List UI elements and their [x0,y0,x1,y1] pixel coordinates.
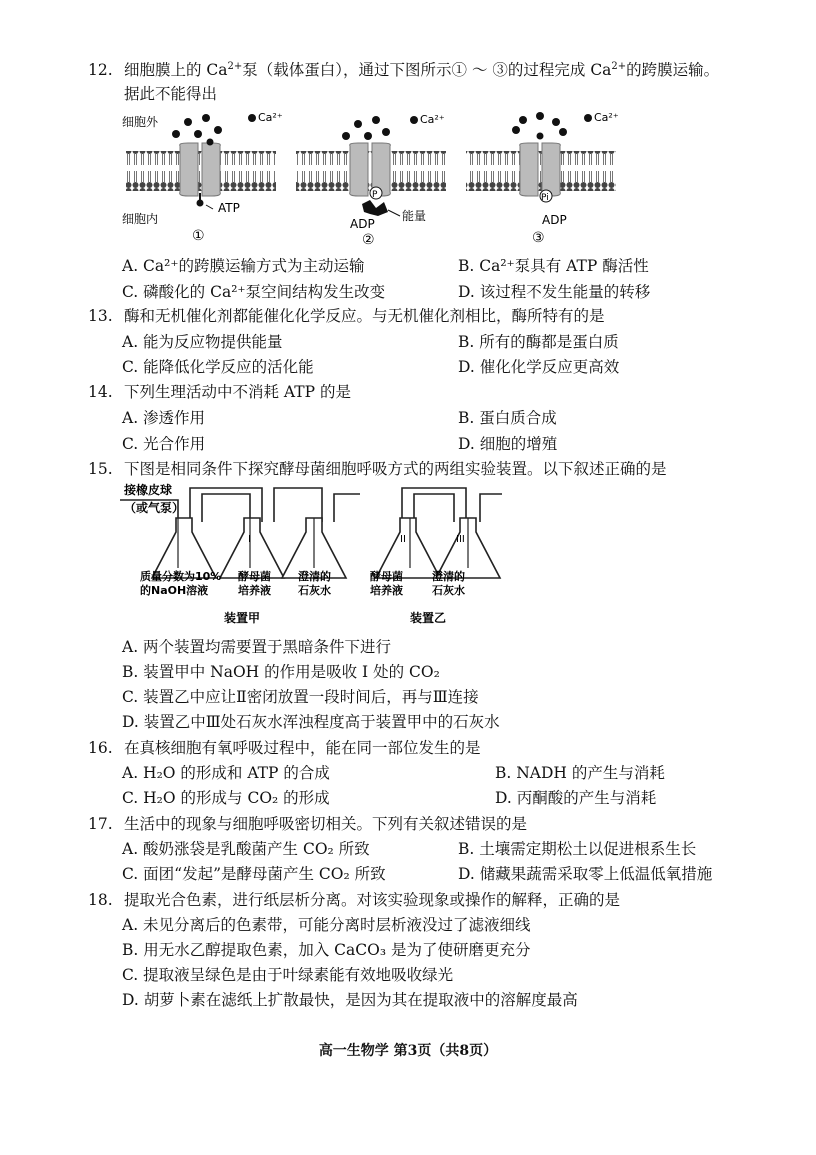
adp-label: ADP [350,217,375,231]
tube-a1 [190,488,262,522]
tube-b1-inner [414,494,454,522]
q14-stem-text: 下列生理活动中不消耗 ATP 的是 [124,383,351,401]
pump-label-2: （或气泵） [124,501,185,515]
q17-stem [88,812,527,834]
ca-ion-legend-dot [584,114,592,122]
q13-option-c: C. 能降低化学反应的活化能 [122,358,314,376]
q13-option-d: D. 催化化学反应更高效 [458,358,620,376]
q17-number: 17. [88,815,113,833]
flask-yeast-a [220,518,284,578]
pump-right-half [202,143,220,196]
q16-stem [88,736,481,758]
calcium-ions-outside [172,114,222,146]
q12-membrane-figure [118,108,638,248]
lipid-bilayer [296,151,446,191]
q12-option-c: C. 磷酸化的 Ca²⁺泵空间结构发生改变 [122,283,386,301]
ca-ion-legend-dot [248,114,256,122]
yeast-label-a2: 培养液 [238,584,271,597]
q14-option-d: D. 细胞的增殖 [458,435,558,453]
lipid-bilayer [126,151,276,191]
calcium-ions-outside [342,116,390,140]
lipid-bilayer [466,151,616,191]
tube-b1 [402,488,466,522]
fig-outside-label: 细胞外 [122,115,159,129]
q12-sup-b: 2+ [611,60,627,72]
q16-option-a: A. H₂O 的形成和 ATP 的合成 [122,764,330,782]
yeast-label-a1: 酵母菌 [238,570,271,583]
ca-ion-label: Ca²⁺ [420,113,445,126]
phosphate-label: P [372,190,378,200]
energy-label: 能量 [402,209,427,223]
q12-stem-c: 的跨膜运输。 [626,61,720,79]
adp-label: ADP [542,213,567,227]
q15-stem-text: 下图是相同条件下探究酵母菌细胞呼吸方式的两组实验装置。以下叙述正确的是 [124,460,667,478]
yeast-label-b2: 培养液 [370,584,403,597]
q13-option-b: B. 所有的酶都是蛋白质 [458,333,619,351]
q12-stem-a: 细胞膜上的 Ca [124,61,228,79]
atp-pointer [206,205,213,209]
pump-label-1: 接橡皮球 [124,483,173,497]
q18-number: 18. [88,891,113,909]
q14-stem [88,380,351,402]
q16-stem-text: 在真核细胞有氧呼吸过程中，能在同一部位发生的是 [124,739,481,757]
q15-stem [88,457,667,479]
q18-option-d: D. 胡萝卜素在滤纸上扩散最快，是因为其在提取液中的溶解度最高 [122,991,578,1009]
q15-option-c: C. 装置乙中应让Ⅱ密闭放置一段时间后，再与Ⅲ连接 [122,688,479,706]
fig-inside-label: 细胞内 [122,212,159,226]
q17-option-d: D. 储藏果蔬需采取零上低温低氧措施 [458,865,713,883]
diagram-label-2: ② [362,232,375,248]
q15-option-d: D. 装置乙中Ⅲ处石灰水浑浊程度高于装置甲中的石灰水 [122,713,500,731]
q17-option-a: A. 酸奶涨袋是乳酸菌产生 CO₂ 所致 [122,840,370,858]
ca-ion-label: Ca²⁺ [258,111,283,124]
q18-stem-text: 提取光合色素，进行纸层析分离。对该实验现象或操作的解释，正确的是 [124,891,621,909]
q16-number: 16. [88,739,113,757]
energy-burst-icon [362,200,388,216]
page-footer: 高一生物学 第3页（共8页） [318,1043,498,1059]
naoh-label-2: 的NaOH溶液 [140,584,209,597]
tube-a-out [334,494,360,522]
membrane-diagram-1 [122,111,283,244]
flask-yeast-b [376,518,440,578]
roman-label-3: III [456,534,465,545]
setup-a-label: 装置甲 [224,611,261,625]
q12-sup-a: 2+ [227,60,243,72]
naoh-label-1: 质量分数为10% [140,570,222,583]
q12-stem-b: 泵（载体蛋白），通过下图所示① ～ ③的过程完成 Ca [242,61,612,79]
q14-number: 14. [88,383,113,401]
q14-option-b: B. 蛋白质合成 [458,409,557,427]
q18-option-b: B. 用无水乙醇提取色素，加入 CaCO₃ 是为了使研磨更充分 [122,941,531,959]
atp-label: ATP [218,201,240,215]
tube-a1-inner [202,494,250,522]
q15-option-b: B. 装置甲中 NaOH 的作用是吸收 I 处的 CO₂ [122,663,440,681]
q13-option-a: A. 能为反应物提供能量 [122,333,283,351]
q17-option-c: C. 面团“发起”是酵母菌产生 CO₂ 所致 [122,865,386,883]
tube-a2 [274,488,322,522]
setup-b-label: 装置乙 [410,611,447,625]
q13-stem-text: 酶和无机催化剂都能催化化学反应。与无机催化剂相比，酶所特有的是 [124,307,605,325]
q18-option-a: A. 未见分离后的色素带，可能分离时层析液没过了滤液细线 [122,916,531,934]
q18-stem [88,888,620,910]
q12-stem-line1 [88,58,719,80]
lime-label-a1: 澄清的 [298,570,331,583]
yeast-label-b1: 酵母菌 [370,570,403,583]
q17-option-b: B. 土壤需定期松土以促进根系生长 [458,840,697,858]
q12-option-a: A. Ca²⁺的跨膜运输方式为主动运输 [122,257,365,275]
q12-number: 12. [88,61,113,79]
ca-ion-inside [197,200,204,207]
roman-label-1: I [248,534,251,545]
pump-left-half [520,143,538,196]
roman-label-2: II [400,534,406,545]
q17-stem-text: 生活中的现象与细胞呼吸密切相关。下列有关叙述错误的是 [124,815,528,833]
lime-label-a2: 石灰水 [298,584,331,597]
q18-option-c: C. 提取液呈绿色是由于叶绿素能有效地吸收绿光 [122,966,454,984]
q15-number: 15. [88,460,113,478]
q12-option-d: D. 该过程不发生能量的转移 [458,283,651,301]
q12-option-b: B. Ca²⁺泵具有 ATP 酶活性 [458,257,649,275]
q15-apparatus-figure [120,480,520,630]
q12-stem-line2: 据此不能得出 [124,85,218,103]
ca-ion-legend-dot [410,116,418,124]
q16-option-c: C. H₂O 的形成与 CO₂ 的形成 [122,789,330,807]
membrane-diagram-3 [466,111,619,246]
q13-number: 13. [88,307,113,325]
diagram-label-3: ③ [532,230,545,246]
pump-left-half [350,143,368,196]
pump-right-half [542,143,560,196]
lime-label-b2: 石灰水 [432,584,465,597]
q14-option-a: A. 渗透作用 [122,409,206,427]
energy-pointer [388,210,400,216]
q14-option-c: C. 光合作用 [122,435,206,453]
pi-label: Pi [541,193,549,203]
ca-ion-label: Ca²⁺ [594,111,619,124]
pump-left-half [180,143,198,196]
tube-b-out [480,494,502,522]
q15-option-a: A. 两个装置均需要置于黑暗条件下进行 [122,638,392,656]
q13-stem [88,304,605,326]
flask-naoh [152,518,216,578]
q16-option-d: D. 丙酮酸的产生与消耗 [495,789,657,807]
lime-label-b1: 澄清的 [432,570,465,583]
calcium-ions-outside [512,112,567,140]
diagram-label-1: ① [192,228,205,244]
q16-option-b: B. NADH 的产生与消耗 [495,764,665,782]
membrane-diagram-2 [296,113,446,248]
